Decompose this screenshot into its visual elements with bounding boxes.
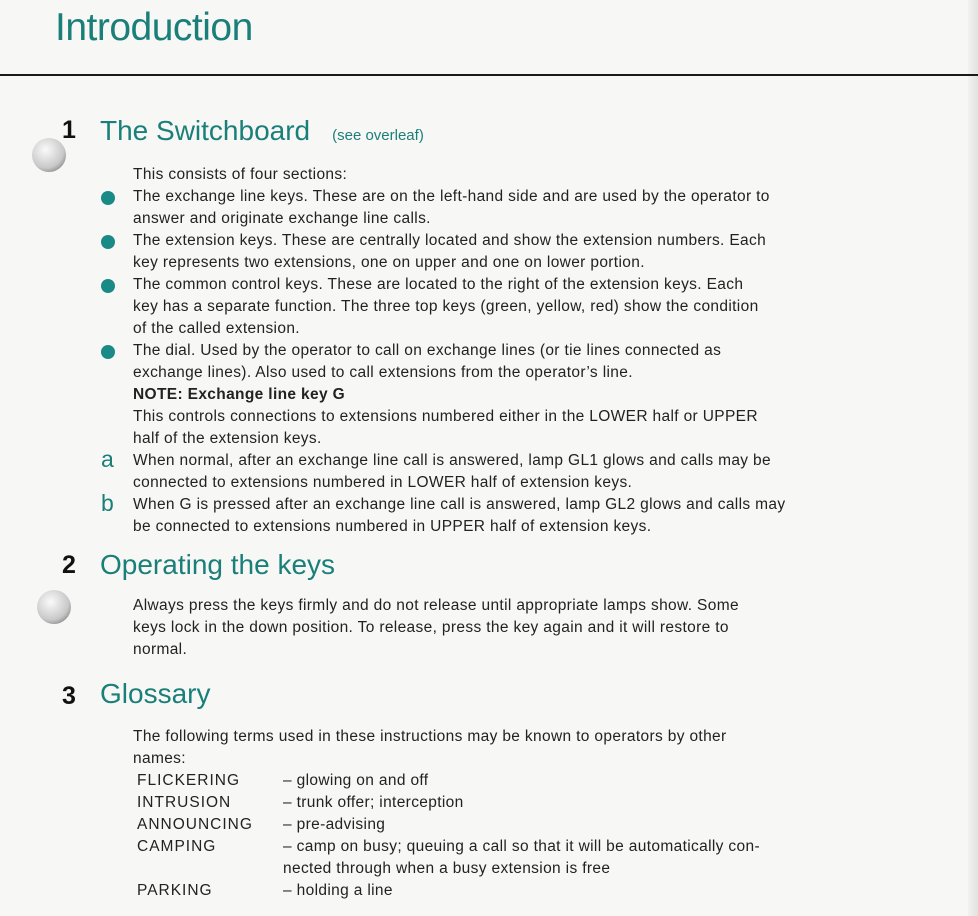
bullet-text: The exchange line keys. These are on the left-hand side and are used by the operator to xyxy=(133,188,770,205)
item-text: connected to extensions numbered in LOWER half of extension keys. xyxy=(133,474,633,491)
note-text: half of the extension keys. xyxy=(133,430,322,447)
glossary-definition: – camp on busy; queuing a call so that it will be automatically con- xyxy=(283,838,760,855)
glossary-definition: – holding a line xyxy=(283,882,393,899)
divider xyxy=(0,74,978,76)
section-number: 3 xyxy=(62,682,76,710)
note-text: This controls connections to extensions numbered either in the LOWER half or UPPER xyxy=(133,408,758,425)
section-heading xyxy=(100,115,424,147)
see-overleaf: (see overleaf) xyxy=(332,127,424,144)
glossary-term: INTRUSION xyxy=(137,794,232,811)
section-number: 2 xyxy=(62,551,76,579)
paragraph: keys lock in the down position. To release, press the key again and it will restore to xyxy=(133,619,729,636)
paragraph: The following terms used in these instructions may be known to operators by other xyxy=(133,728,727,745)
bullet-text: of the called extension. xyxy=(133,320,300,337)
page-edge xyxy=(968,0,978,916)
item-text: be connected to extensions numbered in UPPER half of extension keys. xyxy=(133,518,652,535)
bullet-text: key represents two extensions, one on upper and one on lower portion. xyxy=(133,254,645,271)
bullet-icon xyxy=(101,345,115,359)
item-letter: a xyxy=(101,446,114,472)
bullet-text: The common control keys. These are located to the right of the extension keys. Each xyxy=(133,276,744,293)
section-heading: Operating the keys xyxy=(100,549,336,580)
knob-icon xyxy=(32,138,66,172)
paragraph: Always press the keys firmly and do not release until appropriate lamps show. Some xyxy=(133,597,739,614)
bullet-text: exchange lines). Also used to call extensions from the operator’s line. xyxy=(133,364,633,381)
bullet-icon xyxy=(101,191,115,205)
glossary-term: FLICKERING xyxy=(137,772,241,789)
note-heading: NOTE: Exchange line key G xyxy=(133,386,346,403)
heading-text: The Switchboard xyxy=(100,115,311,146)
bullet-text: answer and originate exchange line calls. xyxy=(133,210,431,227)
paragraph: names: xyxy=(133,750,186,767)
glossary-definition: – pre-advising xyxy=(283,816,386,833)
bullet-text: The dial. Used by the operator to call on exchange lines (or tie lines connected as xyxy=(133,342,722,359)
item-letter: b xyxy=(101,490,114,516)
bullet-icon xyxy=(101,235,115,249)
item-text: When G is pressed after an exchange line call is answered, lamp GL2 glows and calls may xyxy=(133,496,786,513)
section-number: 1 xyxy=(62,116,76,144)
knob-icon xyxy=(37,590,71,624)
glossary-definition: – glowing on and off xyxy=(283,772,429,789)
paragraph: normal. xyxy=(133,641,188,658)
item-text: When normal, after an exchange line call is answered, lamp GL1 glows and calls may be xyxy=(133,452,772,469)
paragraph: This consists of four sections: xyxy=(133,166,348,183)
section-heading: Glossary xyxy=(100,678,211,709)
bullet-text: The extension keys. These are centrally located and show the extension numbers. Each xyxy=(133,232,767,249)
glossary-term: ANNOUNCING xyxy=(137,816,253,833)
glossary-term: CAMPING xyxy=(137,838,217,855)
glossary-definition: nected through when a busy extension is free xyxy=(283,860,611,877)
glossary-term: PARKING xyxy=(137,882,213,899)
bullet-icon xyxy=(101,279,115,293)
page-title: Introduction xyxy=(55,6,253,49)
glossary-definition: – trunk offer; interception xyxy=(283,794,464,811)
bullet-text: key has a separate function. The three top keys (green, yellow, red) show the condition xyxy=(133,298,759,315)
